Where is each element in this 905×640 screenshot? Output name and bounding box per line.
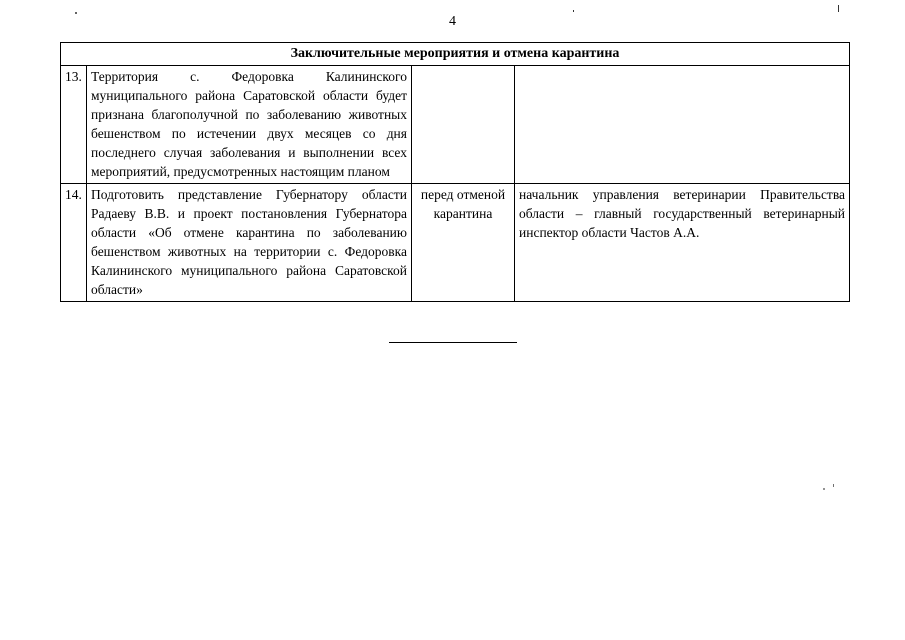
scan-artifact [75, 12, 77, 14]
term-cell [412, 66, 515, 184]
table-section-header-row [61, 43, 850, 66]
scan-artifact [823, 488, 825, 490]
signature-line [389, 342, 517, 343]
table-row [61, 184, 850, 302]
table-row [61, 66, 850, 184]
page-number: 4 [449, 14, 456, 29]
responsible-cell [515, 66, 850, 184]
scan-artifact [573, 10, 574, 12]
measure-cell: Территория с. Федоровка Калининского муниципального района Саратовской области будет признана благополучной по заболеванию животных бешенством по истечении двух месяцев со дня последнего случая заболевания и выполнении всех мероприятий, предусмотренных настоящим планом [87, 66, 412, 184]
scan-artifact [838, 5, 839, 12]
scan-artifact [833, 484, 834, 487]
measure-cell: Подготовить представление Губернатору области Радаеву В.В. и проект постановления Губернатора области «Об отмене карантина по заболеванию бешенством животных на территории с. Федоровка Калининского муниципального района Саратовской области» [87, 184, 412, 302]
quarantine-plan-table [60, 42, 850, 302]
row-number-cell: 13. [61, 66, 87, 184]
section-header: Заключительные мероприятия и отмена карантина [61, 43, 850, 66]
term-cell: перед отменой карантина [412, 184, 515, 302]
row-number-cell: 14. [61, 184, 87, 302]
responsible-cell: начальник управления ветеринарии Правительства области – главный государственный ветеринарный инспектор области Частов А.А. [515, 184, 850, 302]
